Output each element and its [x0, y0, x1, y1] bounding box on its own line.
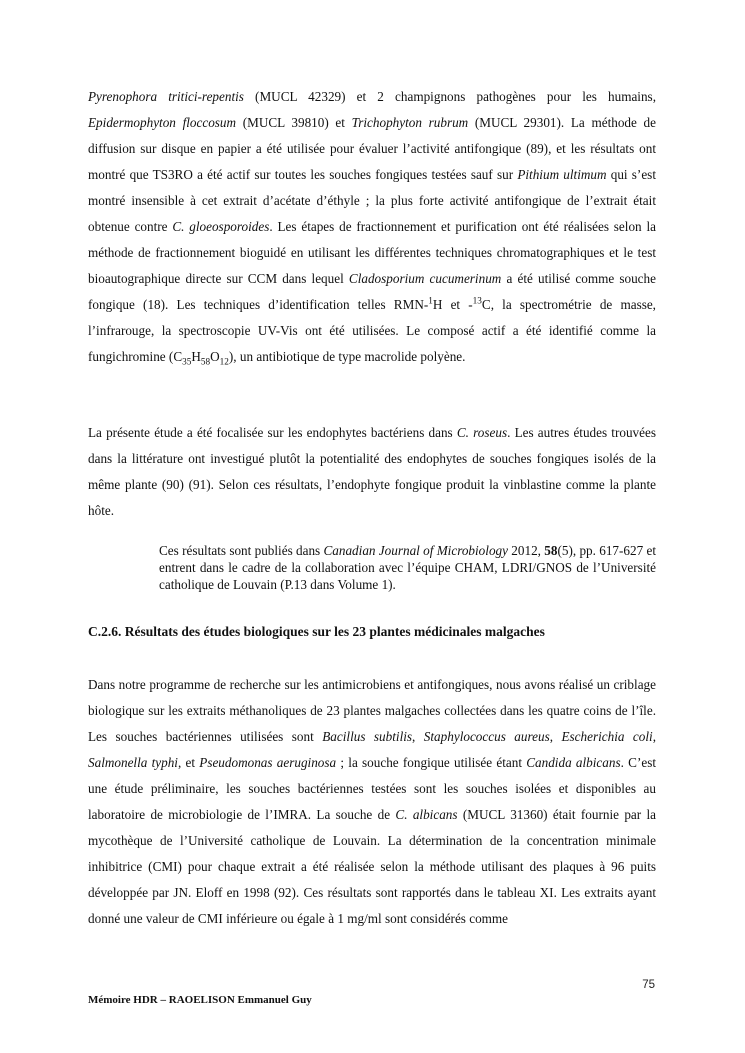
- text-run: 2012,: [508, 543, 545, 558]
- species-name: Bacillus subtilis: [322, 729, 413, 744]
- species-name: Salmonella typhi: [88, 755, 178, 770]
- text-run: O: [210, 349, 220, 364]
- species-name: Pithium ultimum: [517, 167, 607, 182]
- text-run: H: [191, 349, 201, 364]
- text-run: ,: [549, 729, 562, 744]
- species-name: C. albicans: [395, 807, 458, 822]
- text-run: ; la souche fongique utilisée étant: [336, 755, 527, 770]
- text-run: a été utilisé comme souche fongique (18). Les techniques d’identification telles RMN-: [88, 271, 656, 312]
- page-number: 75: [642, 979, 655, 991]
- paragraph-endophytes: [88, 420, 656, 524]
- text-run: (MUCL 42329) et 2 champignons pathogènes pour les humains,: [243, 89, 656, 104]
- text-run: (MUCL 31360) était fournie par la mycothèque de l’Université catholique de Louvain. La détermination de la concentration minimale inhibitrice (CMI) pour chaque extrait a été réalisée selon la méthode utilisant des plaques à 96 puits développée par JN. Eloff en 1998 (92). Ces résultats sont rapportés dans le tableau XI. Les extraits ayant donné une valeur de CMI inférieure ou égale à 1 mg/ml sont considérés comme: [88, 807, 657, 926]
- text-run: ), un antibiotique de type macrolide polyène.: [228, 349, 466, 364]
- species-name: Trichophyton rubrum: [351, 115, 469, 130]
- text-run: (MUCL 29301). La méthode de diffusion sur disque en papier a été utilisée pour évaluer l’activité antifongique (89), et les résultats ont montré que TS3RO a été actif sur toutes les souches fongiques testées sauf sur: [88, 115, 656, 182]
- text-run: H et -: [432, 297, 473, 312]
- text-run: C, la spectrométrie de masse, l’infrarouge, la spectroscopie UV-Vis ont été utilisées. Le composé actif a été identifié comme la fungichromine (C: [88, 297, 656, 364]
- paragraph-antifungal-activity: [88, 84, 656, 370]
- species-name: Escherichia coli: [561, 729, 653, 744]
- text-run: ,: [412, 729, 424, 744]
- text-run: La présente étude a été focalisée sur les endophytes bactériens dans: [88, 425, 457, 440]
- species-name: Pyrenophora tritici-repentis: [88, 89, 244, 104]
- text-run: ,: [652, 729, 656, 744]
- text-run: (5), pp. 617-627 et entrent dans le cadre de la collaboration avec l’équipe CHAM, LDRI/GNOS de l’Université catholique de Louvain (P.13 dans Volume 1).: [159, 543, 656, 592]
- subscript: 12: [219, 356, 229, 367]
- subscript: 35: [182, 356, 192, 367]
- publication-citation: [159, 542, 656, 593]
- subscript: 58: [200, 356, 211, 367]
- journal-volume: 58: [544, 543, 558, 558]
- text-run: . Les autres études trouvées dans la littérature ont investigué plutôt la potentialité des endophytes de souches fongiques isolés de la même plante (90) (91). Selon ces résultats, l’endophyte fongique produit la vinblastine comme la plante hôte.: [88, 425, 656, 518]
- superscript: 1: [428, 295, 433, 306]
- text-run: , et: [177, 755, 200, 770]
- text-run: Ces résultats sont publiés dans: [159, 543, 324, 558]
- species-name: Pseudomonas aeruginosa: [199, 755, 337, 770]
- page-footer: Mémoire HDR – RAOELISON Emmanuel Guy: [88, 994, 312, 1006]
- text-run: qui s’est montré insensible à cet extrait d’acétate d’éthyle ; la plus forte activité antifongique de l’extrait était obtenue contre: [88, 167, 656, 234]
- species-name: Epidermophyton floccosum: [88, 115, 237, 130]
- species-name: Staphylococcus aureus: [423, 729, 550, 744]
- text-run: . Les étapes de fractionnement et purification ont été réalisées selon la méthode de fractionnement bioguidé en utilisant les différentes techniques chromatographiques et le test bioautographique directe sur CCM dans lequel: [88, 219, 656, 286]
- journal-name: Canadian Journal of Microbiology: [323, 543, 508, 558]
- section-heading: C.2.6. Résultats des études biologiques sur les 23 plantes médicinales malgaches: [88, 624, 545, 639]
- text-run: (MUCL 39810) et: [236, 115, 352, 130]
- species-name: Candida albicans: [526, 755, 621, 770]
- text-run: Dans notre programme de recherche sur les antimicrobiens et antifongiques, nous avons réalisé un criblage biologique sur les extraits méthanoliques de 23 plantes malgaches collectées dans les quatre coins de l’île. Les souches bactériennes utilisées sont: [88, 677, 656, 744]
- species-name: Cladosporium cucumerinum: [348, 271, 502, 286]
- superscript: 13: [472, 295, 482, 306]
- species-name: C. roseus: [456, 425, 508, 440]
- text-run: . C’est une étude préliminaire, les souches bactériennes testées sont les souches isolées et disponibles au laboratoire de microbiologie de l’IMRA. La souche de: [88, 755, 656, 822]
- species-name: C. gloeosporoides: [172, 219, 270, 234]
- paragraph-screening: [88, 672, 656, 932]
